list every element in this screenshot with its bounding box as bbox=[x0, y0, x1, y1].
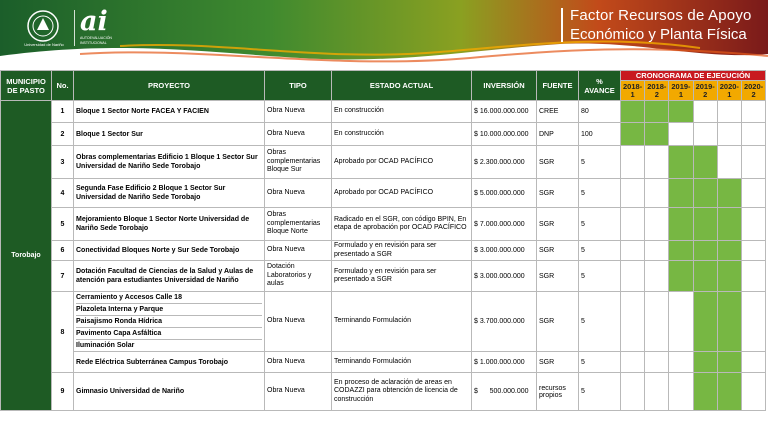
row-inversion bbox=[472, 373, 537, 411]
inv-value: 10.000.000.000 bbox=[479, 130, 529, 138]
gantt-cell bbox=[645, 179, 669, 208]
row-estado: Terminando Formulación bbox=[332, 292, 472, 352]
gantt-cell bbox=[717, 123, 741, 146]
inv-symbol: $ bbox=[474, 108, 478, 115]
row-avance: 100 bbox=[579, 123, 621, 146]
inv-value: 500.000.000 bbox=[489, 388, 529, 395]
row-avance: 5 bbox=[579, 208, 621, 241]
row-proyecto: Bloque 1 Sector Norte FACEA Y FACIEN bbox=[74, 101, 265, 123]
gantt-cell bbox=[645, 208, 669, 241]
row-proyecto: Obras complementarias Edificio 1 Bloque 1 Sector Sur Universidad de Nariño Sede Torobajo bbox=[74, 146, 265, 179]
row-avance: 5 bbox=[579, 373, 621, 411]
row-fuente: DNP bbox=[537, 123, 579, 146]
gantt-cell bbox=[693, 373, 717, 411]
title-line2: Económico y Planta Física bbox=[570, 26, 747, 43]
row-inversion bbox=[472, 101, 537, 123]
table-row bbox=[1, 208, 766, 241]
row-fuente: SGR bbox=[537, 292, 579, 352]
gantt-cell bbox=[669, 101, 693, 123]
gantt-cell bbox=[741, 373, 765, 411]
row-inversion bbox=[472, 179, 537, 208]
inv-value: 7.000.000.000 bbox=[479, 220, 525, 228]
row-avance: 5 bbox=[579, 146, 621, 179]
page-title bbox=[570, 6, 752, 44]
gantt-cell bbox=[693, 208, 717, 241]
row-inversion bbox=[472, 146, 537, 179]
row-fuente: SGR bbox=[537, 179, 579, 208]
row-no: 6 bbox=[52, 241, 74, 261]
title-separator bbox=[561, 8, 563, 42]
row-no: 5 bbox=[52, 208, 74, 241]
gantt-cell bbox=[717, 179, 741, 208]
row-proyecto: Segunda Fase Edificio 2 Bloque 1 Sector Sur Universidad de Nariño Sede Torobajo bbox=[74, 179, 265, 208]
gantt-cell bbox=[621, 373, 645, 411]
gantt-cell bbox=[741, 292, 765, 352]
col-cronograma: CRONOGRAMA DE EJECUCIÓN bbox=[621, 71, 766, 81]
row-inversion bbox=[472, 241, 537, 261]
row-avance: 5 bbox=[579, 292, 621, 352]
gantt-cell bbox=[717, 261, 741, 292]
header-banner bbox=[0, 0, 768, 68]
row-estado: En construcción bbox=[332, 123, 472, 146]
row-estado: Formulado y en revisión para ser presentado a SGR bbox=[332, 261, 472, 292]
col-no: No. bbox=[52, 71, 74, 101]
row-tipo: Obra Nueva bbox=[265, 101, 332, 123]
row-no: 4 bbox=[52, 179, 74, 208]
gantt-cell bbox=[645, 373, 669, 411]
period-header: 2018-2 bbox=[645, 81, 669, 101]
logo-separator bbox=[74, 10, 75, 46]
inv-value: 16.000.000.000 bbox=[479, 108, 529, 115]
projects-table bbox=[0, 70, 766, 411]
ai-logo: ai bbox=[80, 6, 108, 37]
gantt-cell bbox=[669, 146, 693, 179]
row-estado: Aprobado por OCAD PACÍFICO bbox=[332, 146, 472, 179]
gantt-cell bbox=[645, 241, 669, 261]
row-estado: En construcción bbox=[332, 101, 472, 123]
row-avance: 5 bbox=[579, 179, 621, 208]
inv-symbol: $ bbox=[474, 247, 478, 254]
gantt-cell bbox=[645, 101, 669, 123]
gantt-cell bbox=[693, 101, 717, 123]
row-proyecto: Dotación Facultad de Ciencias de la Salud y Aulas de atención para estudiantes Universidad de Nariño bbox=[74, 261, 265, 292]
gantt-cell bbox=[645, 146, 669, 179]
gantt-cell bbox=[621, 101, 645, 123]
gantt-cell bbox=[693, 261, 717, 292]
subproject-item: Plazoleta Interna y Parque bbox=[76, 304, 262, 316]
inv-symbol: $ bbox=[474, 220, 478, 228]
row-no: 8 bbox=[52, 292, 74, 373]
gantt-cell bbox=[669, 261, 693, 292]
table-row bbox=[1, 292, 766, 352]
gantt-cell bbox=[645, 292, 669, 352]
row-no: 7 bbox=[52, 261, 74, 292]
subproject-item: Cerramiento y Accesos Calle 18 bbox=[76, 292, 262, 304]
inv-symbol: $ bbox=[474, 318, 478, 325]
gantt-cell bbox=[621, 292, 645, 352]
period-header: 2020-1 bbox=[717, 81, 741, 101]
inv-symbol: $ bbox=[474, 189, 478, 197]
row-fuente: recursos propios bbox=[537, 373, 579, 411]
row-inversion bbox=[472, 292, 537, 352]
row-avance: 5 bbox=[579, 352, 621, 373]
gantt-cell bbox=[621, 123, 645, 146]
row-no: 2 bbox=[52, 123, 74, 146]
gantt-cell bbox=[717, 373, 741, 411]
subproject-item: Iluminación Solar bbox=[76, 342, 135, 349]
inv-value: 3.700.000.000 bbox=[479, 318, 525, 325]
gantt-cell bbox=[621, 241, 645, 261]
table-row bbox=[1, 123, 766, 146]
row-fuente: SGR bbox=[537, 261, 579, 292]
gantt-cell bbox=[669, 208, 693, 241]
gantt-cell bbox=[717, 352, 741, 373]
gantt-cell bbox=[693, 123, 717, 146]
table-row bbox=[1, 101, 766, 123]
gantt-cell bbox=[717, 292, 741, 352]
period-header: 2018-1 bbox=[621, 81, 645, 101]
gantt-cell bbox=[669, 179, 693, 208]
col-municipio: MUNICIPIO DE PASTO bbox=[1, 71, 52, 101]
row-tipo: Obra Nueva bbox=[265, 352, 332, 373]
inv-symbol: $ bbox=[474, 158, 478, 166]
row-proyecto: Conectividad Bloques Norte y Sur Sede Torobajo bbox=[74, 241, 265, 261]
gantt-cell bbox=[693, 352, 717, 373]
inv-symbol: $ bbox=[474, 272, 478, 280]
row-tipo: Obra Nueva bbox=[265, 123, 332, 146]
municipio-cell: Torobajo bbox=[1, 101, 52, 411]
row-proyecto: Rede Eléctrica Subterránea Campus Torobajo bbox=[74, 352, 265, 373]
subproject-item: Paisajismo Ronda Hídrica bbox=[76, 316, 262, 328]
col-proyecto: PROYECTO bbox=[74, 71, 265, 101]
gantt-cell bbox=[717, 208, 741, 241]
row-estado: Formulado y en revisión para ser presentado a SGR bbox=[332, 241, 472, 261]
inv-value: 1.000.000.000 bbox=[479, 358, 525, 366]
gantt-cell bbox=[669, 352, 693, 373]
row-fuente: SGR bbox=[537, 241, 579, 261]
gantt-cell bbox=[669, 373, 693, 411]
period-header: 2019-2 bbox=[693, 81, 717, 101]
gantt-cell bbox=[741, 208, 765, 241]
table-row bbox=[1, 373, 766, 411]
col-avance: % AVANCE bbox=[579, 71, 621, 101]
row-avance: 80 bbox=[579, 101, 621, 123]
row-fuente: SGR bbox=[537, 208, 579, 241]
period-header: 2020-2 bbox=[741, 81, 765, 101]
gantt-cell bbox=[693, 241, 717, 261]
row-tipo: Obras complementarias Bloque Sur bbox=[265, 146, 332, 179]
gantt-cell bbox=[621, 179, 645, 208]
row-tipo: Obra Nueva bbox=[265, 373, 332, 411]
row-inversion bbox=[472, 208, 537, 241]
gantt-cell bbox=[741, 123, 765, 146]
title-prefix: Factor bbox=[570, 7, 614, 24]
row-proyecto-list bbox=[74, 292, 265, 352]
row-fuente: SGR bbox=[537, 352, 579, 373]
udn-logo-text: Universidad de Nariño bbox=[24, 42, 64, 47]
inv-value: 3.000.000.000 bbox=[479, 272, 525, 280]
table-row bbox=[1, 179, 766, 208]
gantt-cell bbox=[693, 292, 717, 352]
subproject-item: Pavimento Capa Asfáltica bbox=[76, 328, 262, 340]
row-tipo: Dotación Laboratorios y aulas bbox=[265, 261, 332, 292]
gantt-cell bbox=[717, 241, 741, 261]
row-estado: Terminando Formulación bbox=[332, 352, 472, 373]
gantt-cell bbox=[645, 352, 669, 373]
gantt-cell bbox=[669, 123, 693, 146]
inv-value: 2.300.000.000 bbox=[479, 158, 525, 166]
row-fuente: SGR bbox=[537, 146, 579, 179]
gantt-cell bbox=[621, 352, 645, 373]
col-fuente: FUENTE bbox=[537, 71, 579, 101]
inv-value: 5.000.000.000 bbox=[479, 189, 525, 197]
row-inversion bbox=[472, 352, 537, 373]
row-proyecto: Bloque 1 Sector Sur bbox=[74, 123, 265, 146]
row-tipo: Obra Nueva bbox=[265, 241, 332, 261]
row-no: 9 bbox=[52, 373, 74, 411]
row-estado: Radicado en el SGR, con código BPIN, En etapa de aprobación por OCAD PACÍFICO bbox=[332, 208, 472, 241]
inv-symbol: $ bbox=[474, 358, 478, 366]
table-row bbox=[1, 241, 766, 261]
gantt-cell bbox=[645, 261, 669, 292]
table-row bbox=[1, 146, 766, 179]
row-avance: 5 bbox=[579, 241, 621, 261]
gantt-cell bbox=[741, 241, 765, 261]
row-fuente: CREE bbox=[537, 101, 579, 123]
gantt-cell bbox=[741, 352, 765, 373]
gantt-cell bbox=[741, 146, 765, 179]
inv-value: 3.000.000.000 bbox=[479, 247, 525, 254]
row-avance: 5 bbox=[579, 261, 621, 292]
col-inversion: INVERSIÓN bbox=[472, 71, 537, 101]
gantt-cell bbox=[669, 241, 693, 261]
row-estado: Aprobado por OCAD PACÍFICO bbox=[332, 179, 472, 208]
row-no: 1 bbox=[52, 101, 74, 123]
gantt-cell bbox=[741, 261, 765, 292]
inv-symbol: $ bbox=[474, 388, 478, 395]
gantt-cell bbox=[621, 208, 645, 241]
ai-logo-subtitle: AUTOEVALUACIÓN INSTITUCIONAL bbox=[80, 36, 112, 45]
period-header: 2019-1 bbox=[669, 81, 693, 101]
row-proyecto: Mejoramiento Bloque 1 Sector Norte Universidad de Nariño Sede Torobajo bbox=[74, 208, 265, 241]
row-tipo: Obra Nueva bbox=[265, 292, 332, 352]
table-row bbox=[1, 261, 766, 292]
gantt-cell bbox=[693, 146, 717, 179]
gantt-cell bbox=[741, 179, 765, 208]
gantt-cell bbox=[621, 261, 645, 292]
row-inversion bbox=[472, 261, 537, 292]
col-estado: ESTADO ACTUAL bbox=[332, 71, 472, 101]
inv-symbol: $ bbox=[474, 130, 478, 138]
gantt-cell bbox=[669, 292, 693, 352]
gantt-cell bbox=[741, 101, 765, 123]
gantt-cell bbox=[717, 146, 741, 179]
gantt-cell bbox=[693, 179, 717, 208]
title-line1: Recursos de Apoyo bbox=[618, 7, 752, 24]
row-inversion bbox=[472, 123, 537, 146]
row-tipo: Obras complementarias Bloque Norte bbox=[265, 208, 332, 241]
row-tipo: Obra Nueva bbox=[265, 179, 332, 208]
row-proyecto: Gimnasio Universidad de Nariño bbox=[74, 373, 265, 411]
table-row bbox=[1, 352, 766, 373]
row-estado: En proceso de aclaración de areas en CODAZZI para obtención de licencia de construcción bbox=[332, 373, 472, 411]
col-tipo: TIPO bbox=[265, 71, 332, 101]
gantt-cell bbox=[621, 146, 645, 179]
row-no: 3 bbox=[52, 146, 74, 179]
gantt-cell bbox=[645, 123, 669, 146]
gantt-cell bbox=[717, 101, 741, 123]
